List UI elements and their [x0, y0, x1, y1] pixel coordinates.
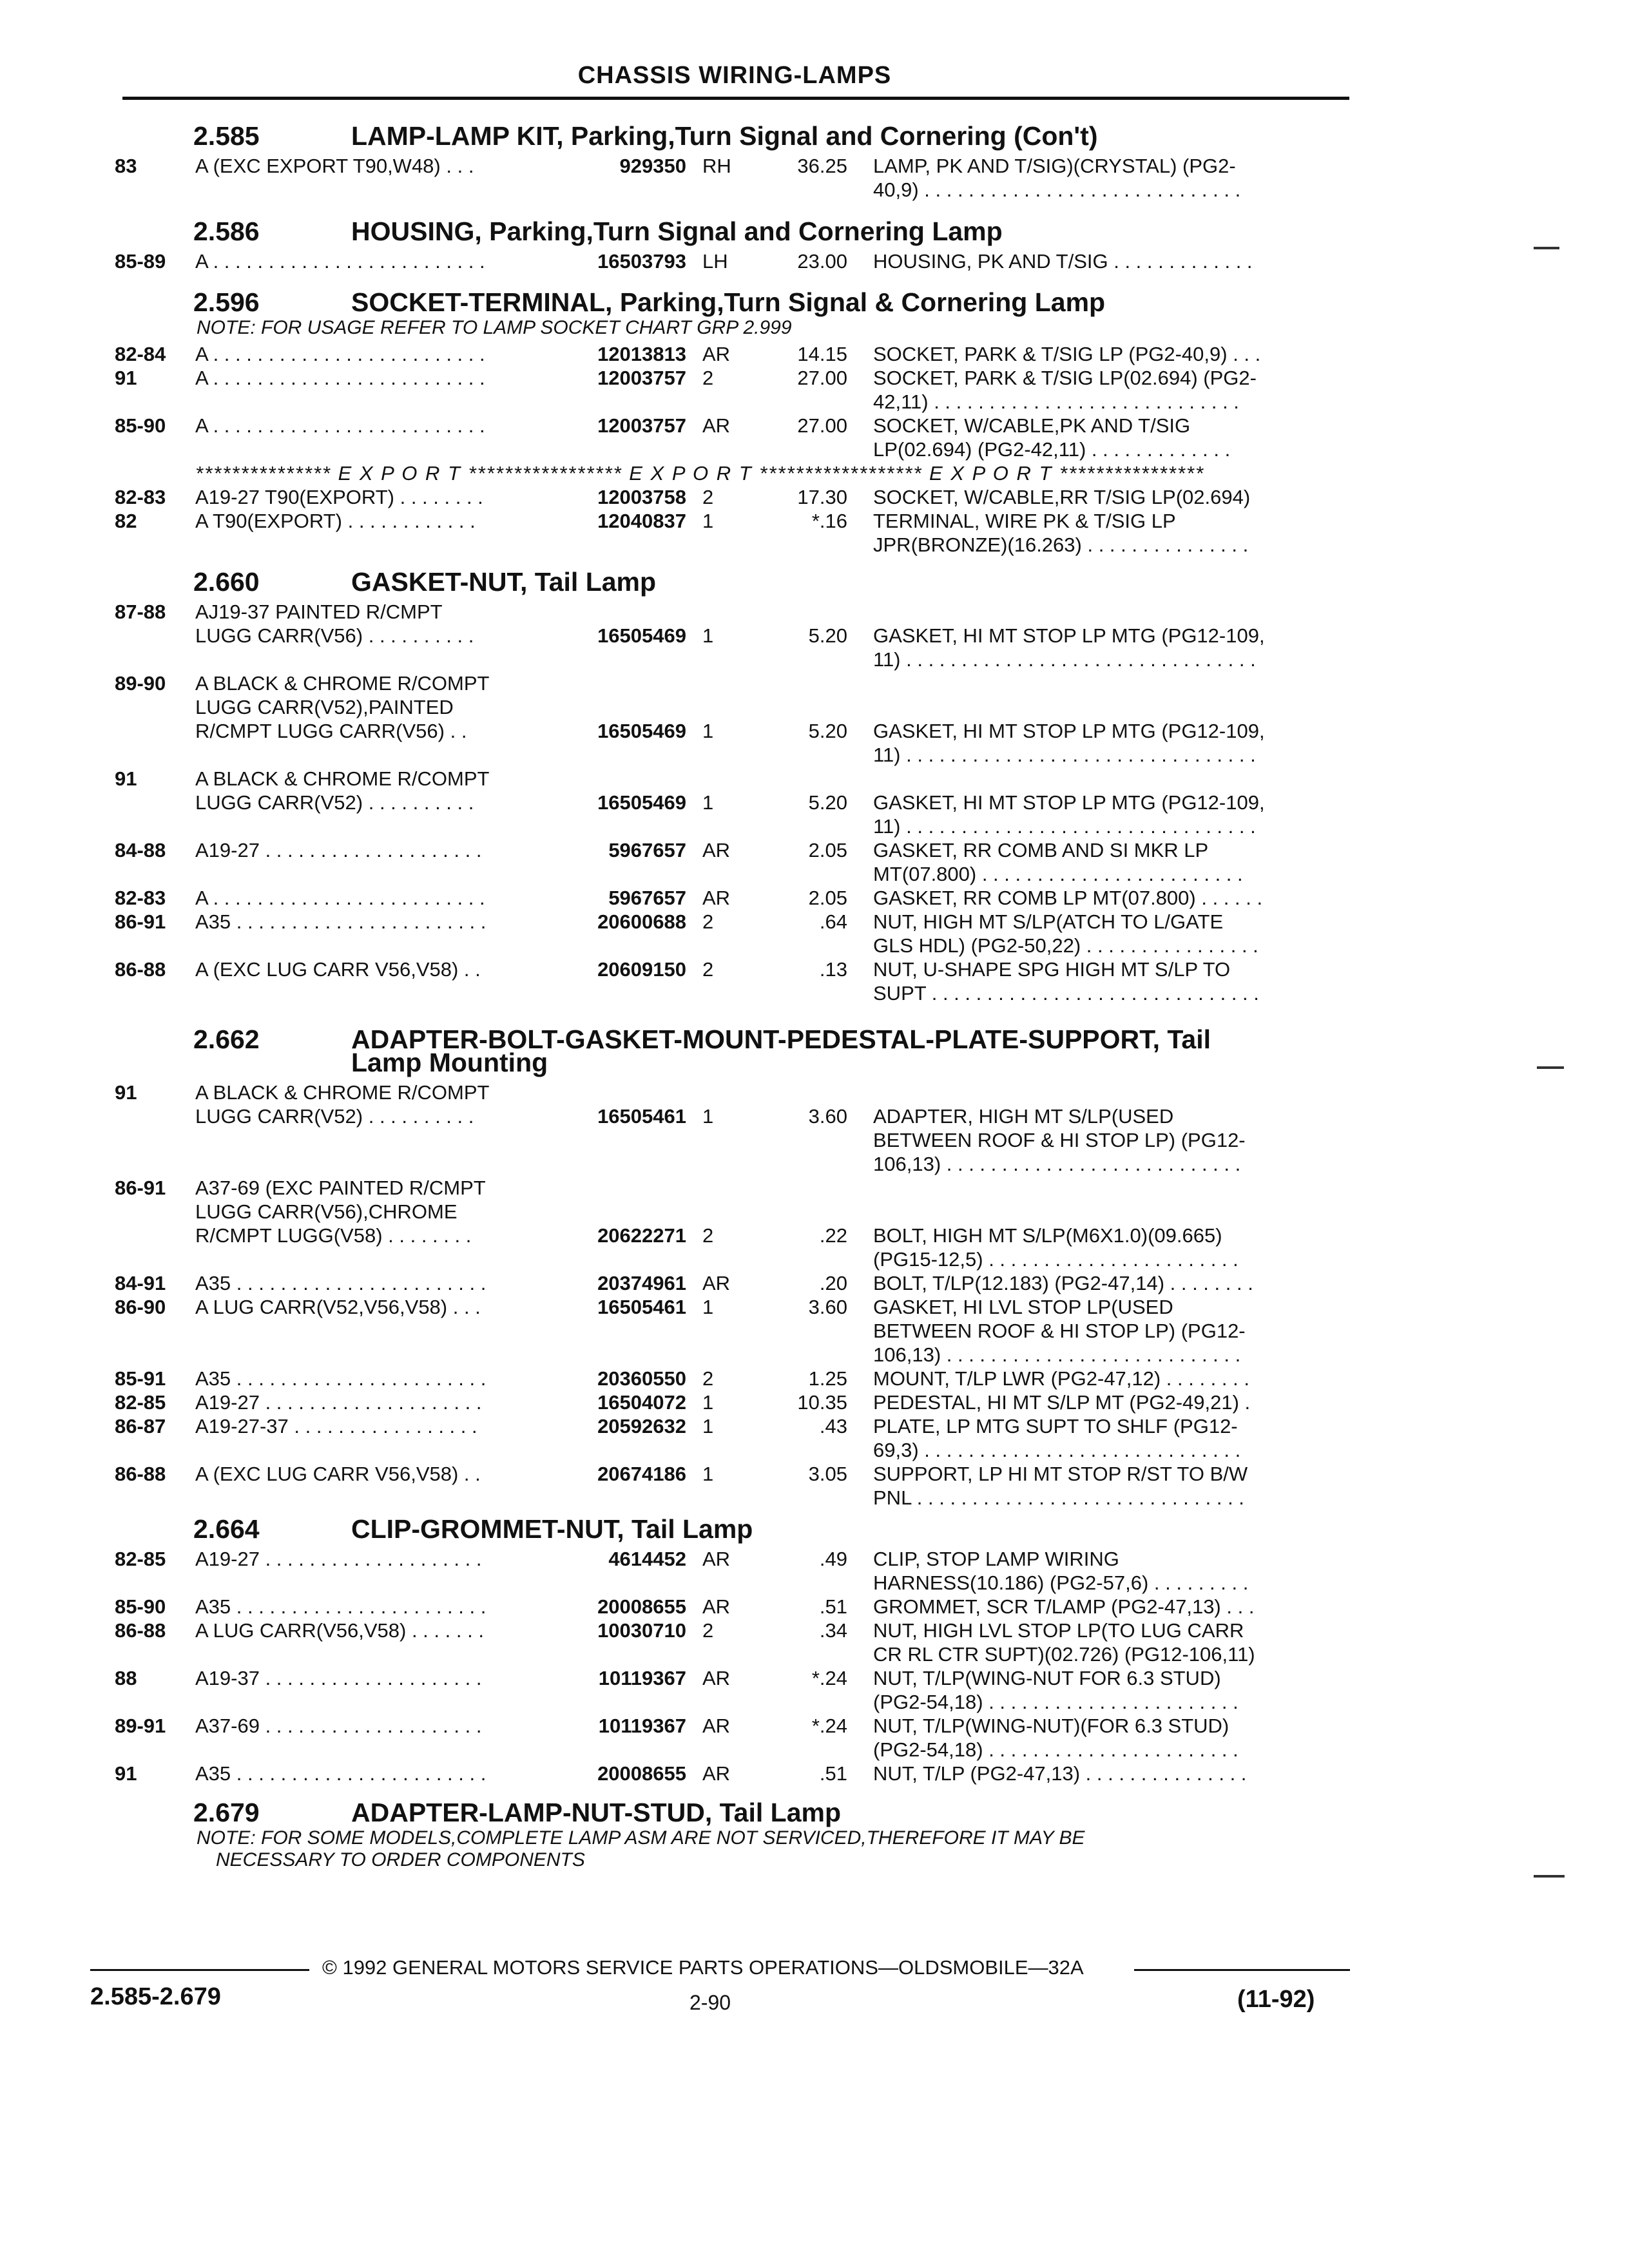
quantity: 2 [702, 1367, 714, 1390]
description: 42,11) . . . . . . . . . . . . . . . . . . . . . . . . . . . . [873, 390, 1239, 413]
table-row [0, 155, 1629, 179]
table-row [0, 624, 1629, 649]
part-number: 20008655 [597, 1762, 686, 1785]
footer-group-range: 2.585-2.679 [90, 1983, 221, 2010]
section-note: NOTE: FOR SOME MODELS,COMPLETE LAMP ASM ARE NOT SERVICED,THEREFORE IT MAY BE [197, 1827, 1085, 1849]
model-years: 89-91 [115, 1715, 166, 1737]
price: 23.00 [797, 250, 847, 273]
table-row [0, 1439, 1629, 1463]
model-years: 82-85 [115, 1548, 166, 1570]
section-number: 2.664 [193, 1514, 260, 1544]
table-row [0, 1320, 1629, 1344]
table-row [0, 767, 1629, 792]
description: CR RL CTR SUPT)(02.726) (PG12-106,11) [873, 1643, 1255, 1666]
description: NUT, HIGH MT S/LP(ATCH TO L/GATE [873, 910, 1224, 933]
description: SOCKET, PARK & T/SIG LP(02.694) (PG2- [873, 367, 1257, 389]
table-row [0, 1595, 1629, 1620]
model-years: 84-88 [115, 839, 166, 861]
table-row [0, 178, 1629, 203]
application: A (EXC LUG CARR V56,V58) . . [195, 958, 481, 981]
quantity: 2 [702, 958, 714, 981]
description: NUT, U-SHAPE SPG HIGH MT S/LP TO [873, 958, 1231, 981]
price: 2.05 [808, 887, 847, 909]
application: LUGG CARR(V52) . . . . . . . . . . [195, 1105, 474, 1128]
quantity: 2 [702, 1224, 714, 1247]
part-number: 20360550 [597, 1367, 686, 1390]
section-note-line2: NECESSARY TO ORDER COMPONENTS [216, 1849, 585, 1870]
description: CLIP, STOP LAMP WIRING [873, 1548, 1119, 1570]
quantity: 1 [702, 510, 714, 532]
price: *.24 [811, 1667, 847, 1689]
price: .20 [819, 1272, 847, 1294]
footer-rule-right [1134, 1969, 1350, 1971]
model-years: 91 [115, 367, 137, 389]
model-years: 91 [115, 1081, 137, 1104]
table-row [0, 744, 1629, 768]
quantity: 1 [702, 1391, 714, 1414]
part-number: 20600688 [597, 910, 686, 933]
page-title: CHASSIS WIRING-LAMPS [577, 62, 892, 89]
table-row [0, 438, 1629, 463]
price: .13 [819, 958, 847, 981]
price: 3.05 [808, 1463, 847, 1485]
price: 17.30 [797, 486, 847, 508]
part-number: 12003757 [597, 414, 686, 437]
model-years: 86-87 [115, 1415, 166, 1437]
price: 5.20 [808, 791, 847, 814]
description: NUT, T/LP(WING-NUT FOR 6.3 STUD) [873, 1667, 1221, 1689]
quantity: 1 [702, 1296, 714, 1318]
price: 5.20 [808, 624, 847, 647]
part-number: 16505461 [597, 1296, 686, 1318]
description: PLATE, LP MTG SUPT TO SHLF (PG12- [873, 1415, 1238, 1437]
quantity: 1 [702, 1105, 714, 1128]
quantity: 2 [702, 486, 714, 508]
quantity: RH [702, 155, 731, 177]
part-number: 10119367 [598, 1715, 686, 1737]
table-row [0, 1715, 1629, 1739]
table-row [0, 1415, 1629, 1439]
part-number: 5967657 [608, 887, 686, 909]
part-number: 20592632 [597, 1415, 686, 1437]
model-years: 85-91 [115, 1367, 166, 1390]
description: GLS HDL) (PG2-50,22) . . . . . . . . . . . . . . . . [873, 934, 1258, 957]
table-row [0, 533, 1629, 558]
application: A19-27-37 . . . . . . . . . . . . . . . . . [195, 1415, 477, 1437]
description: HARNESS(10.186) (PG2-57,6) . . . . . . . . . [873, 1571, 1249, 1594]
application: A BLACK & CHROME R/COMPT [195, 767, 490, 790]
section-heading [0, 287, 1629, 320]
application: A35 . . . . . . . . . . . . . . . . . . . . . . . [195, 910, 487, 933]
price: *.16 [811, 510, 847, 532]
footer-copyright: © 1992 GENERAL MOTORS SERVICE PARTS OPERATIONS—OLDSMOBILE—32A [322, 1956, 1084, 1979]
model-years: 85-89 [115, 250, 166, 273]
table-row [0, 958, 1629, 983]
model-years: 91 [115, 767, 137, 790]
application: A19-37 . . . . . . . . . . . . . . . . . . . . [195, 1667, 482, 1689]
price: 5.20 [808, 720, 847, 742]
section-heading [0, 567, 1629, 599]
quantity: 1 [702, 791, 714, 814]
margin-mark [1537, 1066, 1564, 1069]
model-years: 89-90 [115, 672, 166, 695]
description: 11) . . . . . . . . . . . . . . . . . . . . . . . . . . . . . . . . [873, 815, 1256, 838]
section-title: SOCKET-TERMINAL, Parking,Turn Signal & Cornering Lamp [351, 287, 1106, 317]
price: .51 [819, 1762, 847, 1785]
header-rule [122, 97, 1349, 100]
table-row [0, 1343, 1629, 1368]
table-row [0, 1153, 1629, 1177]
description: PEDESTAL, HI MT S/LP MT (PG2-49,21) . [873, 1391, 1251, 1414]
description: GASKET, HI LVL STOP LP(USED [873, 1296, 1173, 1318]
description: 11) . . . . . . . . . . . . . . . . . . . . . . . . . . . . . . . . [873, 648, 1256, 671]
section-note: NOTE: FOR USAGE REFER TO LAMP SOCKET CHART GRP 2.999 [197, 317, 792, 338]
part-number: 20609150 [597, 958, 686, 981]
model-years: 86-88 [115, 1463, 166, 1485]
model-years: 82-84 [115, 343, 166, 365]
table-row [0, 1272, 1629, 1296]
part-number: 16505469 [597, 624, 686, 647]
table-row [0, 982, 1629, 1006]
quantity: AR [702, 343, 731, 365]
application: R/CMPT LUGG CARR(V56) . . [195, 720, 467, 742]
description: GASKET, HI MT STOP LP MTG (PG12-109, [873, 720, 1265, 742]
price: 14.15 [797, 343, 847, 365]
application: A LUG CARR(V56,V58) . . . . . . . [195, 1619, 484, 1642]
quantity: AR [702, 1715, 731, 1737]
part-number: 12040837 [597, 510, 686, 532]
description: (PG15-12,5) . . . . . . . . . . . . . . . . . . . . . . . [873, 1248, 1239, 1271]
price: .22 [819, 1224, 847, 1247]
price: 1.25 [808, 1367, 847, 1390]
table-row [0, 839, 1629, 863]
part-number: 12003757 [597, 367, 686, 389]
price: *.24 [811, 1715, 847, 1737]
section-heading [0, 1798, 1629, 1830]
part-number: 4614452 [608, 1548, 686, 1570]
description: 11) . . . . . . . . . . . . . . . . . . . . . . . . . . . . . . . . [873, 744, 1256, 766]
table-row [0, 1105, 1629, 1129]
part-number: 10119367 [598, 1667, 686, 1689]
price: 27.00 [797, 414, 847, 437]
price: .34 [819, 1619, 847, 1642]
application: A . . . . . . . . . . . . . . . . . . . . . . . . . [195, 414, 485, 437]
application: A37-69 (EXC PAINTED R/CMPT [195, 1177, 486, 1199]
quantity: 1 [702, 720, 714, 742]
table-row [0, 910, 1629, 935]
description: SUPPORT, LP HI MT STOP R/ST TO B/W [873, 1463, 1248, 1485]
quantity: AR [702, 887, 731, 909]
model-years: 86-88 [115, 958, 166, 981]
table-row [0, 1081, 1629, 1106]
model-years: 86-88 [115, 1619, 166, 1642]
quantity: AR [702, 1667, 731, 1689]
application: A35 . . . . . . . . . . . . . . . . . . . . . . . [195, 1367, 487, 1390]
description: 106,13) . . . . . . . . . . . . . . . . . . . . . . . . . . . [873, 1343, 1241, 1366]
table-row [0, 250, 1629, 274]
description: SOCKET, W/CABLE,RR T/SIG LP(02.694) [873, 486, 1251, 508]
description: GASKET, HI MT STOP LP MTG (PG12-109, [873, 791, 1265, 814]
section-title: ADAPTER-BOLT-GASKET-MOUNT-PEDESTAL-PLATE-SUPPORT, Tail [351, 1024, 1211, 1054]
description: NUT, T/LP (PG2-47,13) . . . . . . . . . . . . . . . [873, 1762, 1247, 1785]
application: A19-27 . . . . . . . . . . . . . . . . . . . . [195, 1391, 482, 1414]
description: TERMINAL, WIRE PK & T/SIG LP [873, 510, 1176, 532]
description: (PG2-54,18) . . . . . . . . . . . . . . . . . . . . . . . [873, 1691, 1239, 1713]
section-number: 2.596 [193, 287, 260, 317]
table-row [0, 486, 1629, 510]
quantity: 2 [702, 367, 714, 389]
price: 3.60 [808, 1105, 847, 1128]
application: A (EXC EXPORT T90,W48) . . . [195, 155, 474, 177]
price: .49 [819, 1548, 847, 1570]
description: JPR(BRONZE)(16.263) . . . . . . . . . . . . . . . [873, 533, 1249, 556]
price: 2.05 [808, 839, 847, 861]
description: GASKET, RR COMB LP MT(07.800) . . . . . . [873, 887, 1263, 909]
model-years: 82 [115, 510, 137, 532]
application: A35 . . . . . . . . . . . . . . . . . . . . . . . [195, 1272, 487, 1294]
price: 3.60 [808, 1296, 847, 1318]
section-number: 2.679 [193, 1798, 260, 1827]
export-banner: *************** E X P O R T ***************** E X P O R T ****************** E X P O R T **************** [195, 462, 1205, 485]
section-heading [0, 1024, 1629, 1057]
table-row [0, 1367, 1629, 1392]
section-heading [0, 121, 1629, 153]
description: MT(07.800) . . . . . . . . . . . . . . . . . . . . . . . . [873, 863, 1243, 885]
model-years: 85-90 [115, 1595, 166, 1618]
price: .43 [819, 1415, 847, 1437]
application: A19-27 . . . . . . . . . . . . . . . . . . . . [195, 839, 482, 861]
table-row [0, 1619, 1629, 1644]
table-row [0, 601, 1629, 625]
table-row [0, 1296, 1629, 1320]
table-row [0, 648, 1629, 673]
quantity: AR [702, 1762, 731, 1785]
model-years: 83 [115, 155, 137, 177]
description: BOLT, HIGH MT S/LP(M6X1.0)(09.665) [873, 1224, 1222, 1247]
table-row [0, 887, 1629, 911]
table-row [0, 343, 1629, 367]
table-row [0, 367, 1629, 391]
model-years: 86-91 [115, 1177, 166, 1199]
price: 27.00 [797, 367, 847, 389]
application: A . . . . . . . . . . . . . . . . . . . . . . . . . [195, 250, 485, 273]
table-row [0, 672, 1629, 697]
table-row [0, 791, 1629, 816]
model-years: 82-83 [115, 486, 166, 508]
part-number: 929350 [619, 155, 686, 177]
quantity: AR [702, 839, 731, 861]
description: MOUNT, T/LP LWR (PG2-47,12) . . . . . . . . [873, 1367, 1249, 1390]
part-number: 12013813 [597, 343, 686, 365]
table-row [0, 1200, 1629, 1225]
description: 69,3) . . . . . . . . . . . . . . . . . . . . . . . . . . . . . [873, 1439, 1241, 1461]
model-years: 87-88 [115, 601, 166, 623]
table-row [0, 1571, 1629, 1596]
price: 10.35 [797, 1391, 847, 1414]
application: A BLACK & CHROME R/COMPT [195, 672, 490, 695]
quantity: AR [702, 1272, 731, 1294]
table-row [0, 696, 1629, 720]
application: A19-27 T90(EXPORT) . . . . . . . . [195, 486, 483, 508]
application: A BLACK & CHROME R/COMPT [195, 1081, 490, 1104]
description: LAMP, PK AND T/SIG)(CRYSTAL) (PG2- [873, 155, 1236, 177]
part-number: 16503793 [597, 250, 686, 273]
table-row [0, 1177, 1629, 1201]
part-number: 5967657 [608, 839, 686, 861]
description: GROMMET, SCR T/LAMP (PG2-47,13) . . . [873, 1595, 1255, 1618]
description: 40,9) . . . . . . . . . . . . . . . . . . . . . . . . . . . . . [873, 178, 1241, 201]
application: LUGG CARR(V56),CHROME [195, 1200, 458, 1223]
table-row [0, 510, 1629, 534]
model-years: 82-83 [115, 887, 166, 909]
model-years: 82-85 [115, 1391, 166, 1414]
quantity: LH [702, 250, 728, 273]
table-row [0, 1391, 1629, 1416]
price: 36.25 [797, 155, 847, 177]
description: 106,13) . . . . . . . . . . . . . . . . . . . . . . . . . . . [873, 1153, 1241, 1175]
quantity: 1 [702, 1463, 714, 1485]
section-number: 2.662 [193, 1024, 260, 1054]
table-row [0, 720, 1629, 744]
part-number: 20374961 [597, 1272, 686, 1294]
application: R/CMPT LUGG(V58) . . . . . . . . [195, 1224, 472, 1247]
section-title-line2: Lamp Mounting [351, 1048, 548, 1077]
section-title: LAMP-LAMP KIT, Parking,Turn Signal and Cornering (Con't) [351, 121, 1098, 151]
part-number: 16504072 [597, 1391, 686, 1414]
application: A LUG CARR(V52,V56,V58) . . . [195, 1296, 481, 1318]
description: LP(02.694) (PG2-42,11) . . . . . . . . . . . . . [873, 438, 1231, 461]
description: HOUSING, PK AND T/SIG . . . . . . . . . . . . . [873, 250, 1253, 273]
application: LUGG CARR(V52) . . . . . . . . . . [195, 791, 474, 814]
model-years: 86-91 [115, 910, 166, 933]
description: PNL . . . . . . . . . . . . . . . . . . . . . . . . . . . . . . [873, 1486, 1244, 1509]
application: A T90(EXPORT) . . . . . . . . . . . . [195, 510, 476, 532]
part-number: 16505469 [597, 720, 686, 742]
application: A35 . . . . . . . . . . . . . . . . . . . . . . . [195, 1762, 487, 1785]
section-number: 2.586 [193, 216, 260, 246]
model-years: 86-90 [115, 1296, 166, 1318]
section-title: GASKET-NUT, Tail Lamp [351, 567, 657, 597]
table-row [0, 934, 1629, 959]
part-number: 20674186 [597, 1463, 686, 1485]
application: AJ19-37 PAINTED R/CMPT [195, 601, 443, 623]
description: BETWEEN ROOF & HI STOP LP) (PG12- [873, 1320, 1246, 1342]
quantity: AR [702, 1595, 731, 1618]
table-row [0, 1667, 1629, 1691]
quantity: AR [702, 1548, 731, 1570]
part-number: 16505461 [597, 1105, 686, 1128]
model-years: 91 [115, 1762, 137, 1785]
table-row [0, 863, 1629, 887]
quantity: 2 [702, 1619, 714, 1642]
table-row [0, 1463, 1629, 1487]
footer-rule-left [90, 1969, 309, 1971]
price: .64 [819, 910, 847, 933]
section-title: HOUSING, Parking,Turn Signal and Cornering Lamp [351, 216, 1003, 246]
section-title: ADAPTER-LAMP-NUT-STUD, Tail Lamp [351, 1798, 842, 1827]
model-years: 88 [115, 1667, 137, 1689]
description: NUT, T/LP(WING-NUT)(FOR 6.3 STUD) [873, 1715, 1229, 1737]
description: ADAPTER, HIGH MT S/LP(USED [873, 1105, 1174, 1128]
table-row [0, 390, 1629, 415]
section-heading [0, 1514, 1629, 1546]
part-number: 20008655 [597, 1595, 686, 1618]
section-number: 2.660 [193, 567, 260, 597]
description: BOLT, T/LP(12.183) (PG2-47,14) . . . . . . . . [873, 1272, 1253, 1294]
quantity: 1 [702, 1415, 714, 1437]
application: A . . . . . . . . . . . . . . . . . . . . . . . . . [195, 887, 485, 909]
table-row [0, 1129, 1629, 1153]
quantity: AR [702, 414, 731, 437]
margin-mark [1534, 1875, 1565, 1878]
part-number: 12003758 [597, 486, 686, 508]
table-row [0, 1762, 1629, 1787]
description: BETWEEN ROOF & HI STOP LP) (PG12- [873, 1129, 1246, 1151]
application: A . . . . . . . . . . . . . . . . . . . . . . . . . [195, 367, 485, 389]
application: A37-69 . . . . . . . . . . . . . . . . . . . . [195, 1715, 482, 1737]
application: A35 . . . . . . . . . . . . . . . . . . . . . . . [195, 1595, 487, 1618]
table-row [0, 1248, 1629, 1273]
application: LUGG CARR(V56) . . . . . . . . . . [195, 624, 474, 647]
table-row [0, 1486, 1629, 1511]
description: SUPT . . . . . . . . . . . . . . . . . . . . . . . . . . . . . . [873, 982, 1259, 1004]
table-row [0, 1691, 1629, 1715]
description: SOCKET, PARK & T/SIG LP (PG2-40,9) . . . [873, 343, 1261, 365]
application: A (EXC LUG CARR V56,V58) . . [195, 1463, 481, 1485]
section-heading [0, 216, 1629, 249]
description: NUT, HIGH LVL STOP LP(TO LUG CARR [873, 1619, 1244, 1642]
quantity: 1 [702, 624, 714, 647]
description: SOCKET, W/CABLE,PK AND T/SIG [873, 414, 1191, 437]
margin-mark [1534, 247, 1559, 249]
description: GASKET, RR COMB AND SI MKR LP [873, 839, 1209, 861]
description: (PG2-54,18) . . . . . . . . . . . . . . . . . . . . . . . [873, 1738, 1239, 1761]
table-row [0, 1548, 1629, 1572]
footer-page-number: 2-90 [689, 1991, 731, 2014]
quantity: 2 [702, 910, 714, 933]
price: .51 [819, 1595, 847, 1618]
part-number: 20622271 [597, 1224, 686, 1247]
table-row [0, 1643, 1629, 1667]
application: A19-27 . . . . . . . . . . . . . . . . . . . . [195, 1548, 482, 1570]
table-row [0, 1224, 1629, 1249]
table-row [0, 414, 1629, 439]
footer-revision-date: (11-92) [1237, 1986, 1315, 2013]
section-title: CLIP-GROMMET-NUT, Tail Lamp [351, 1514, 753, 1544]
application: LUGG CARR(V52),PAINTED [195, 696, 454, 718]
model-years: 85-90 [115, 414, 166, 437]
table-row [0, 815, 1629, 840]
table-row [0, 1738, 1629, 1763]
application: A . . . . . . . . . . . . . . . . . . . . . . . . . [195, 343, 485, 365]
description: GASKET, HI MT STOP LP MTG (PG12-109, [873, 624, 1265, 647]
model-years: 84-91 [115, 1272, 166, 1294]
part-number: 16505469 [597, 791, 686, 814]
section-number: 2.585 [193, 121, 260, 151]
part-number: 10030710 [597, 1619, 686, 1642]
